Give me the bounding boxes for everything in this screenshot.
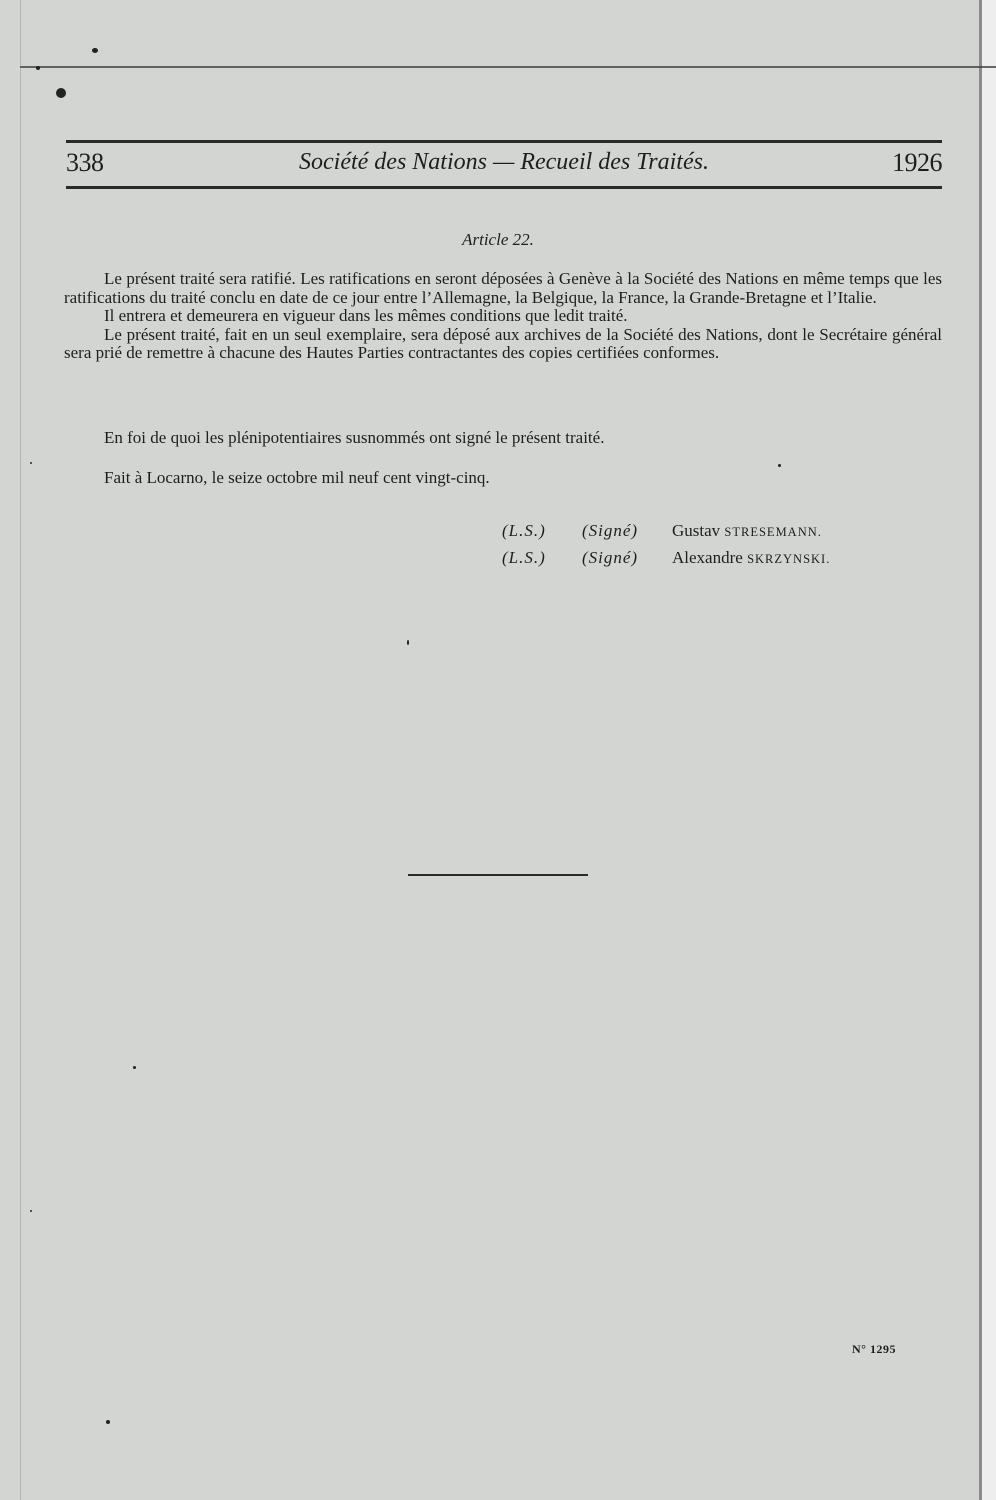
scan-margin-right <box>982 0 996 1500</box>
done-at-text: Fait à Locarno, le seize octobre mil neuf cent vingt-cinq. <box>104 468 490 487</box>
scan-speck <box>778 464 781 467</box>
seal-mark: (L.S.) <box>502 548 546 567</box>
scan-edge-left <box>20 0 21 1500</box>
signed-mark: (Signé) <box>582 548 639 567</box>
scan-speck <box>106 1420 110 1424</box>
in-witness-text: En foi de quoi les plénipotentiaires susnommés ont signé le présent traité. <box>104 428 605 447</box>
signature-line <box>502 548 830 568</box>
scan-edge-right <box>979 0 982 1500</box>
scan-speck <box>407 640 409 645</box>
journal-title: Société des Nations — Recueil des Traités. <box>299 149 709 175</box>
signatory-surname: SKRZYNSKI. <box>747 552 831 566</box>
article-paragraph: Le présent traité sera ratifié. Les ratifications en seront déposées à Genève à la Société des Nations en même temps que les ratifications du traité conclu en date de ce jour entre l’Allemagne, la Belgique, la France, la Grande-Bretagne et l’Italie. <box>64 269 942 307</box>
done-at-clause <box>64 469 942 488</box>
scan-speck <box>92 48 98 53</box>
article-paragraph: Le présent traité, fait en un seul exemplaire, sera déposé aux archives de la Société des Nations, dont le Secrétaire général sera prié de remettre à chacune des Hautes Parties contractantes des copies certifiées conformes. <box>64 324 942 362</box>
publication-year: 1926 <box>892 148 942 177</box>
signatory-surname: STRESEMANN. <box>724 525 822 539</box>
document-number: N° 1295 <box>852 1342 896 1356</box>
signatory-name <box>672 521 822 540</box>
article-body <box>64 270 942 363</box>
scan-speck <box>56 88 66 98</box>
scan-speck <box>36 66 40 70</box>
signatory-first-name: Gustav <box>672 521 721 540</box>
scan-top-rule <box>20 66 996 68</box>
signed-mark: (Signé) <box>582 521 639 540</box>
page-number: 338 <box>66 148 104 177</box>
scan-speck <box>30 462 32 464</box>
signatory-first-name: Alexandre <box>672 548 743 567</box>
header-rule-bottom <box>66 186 942 189</box>
article-heading: Article 22. <box>462 230 534 249</box>
signature-line <box>502 521 822 541</box>
header-rule-top <box>66 140 942 143</box>
article-paragraph: Il entrera et demeurera en vigueur dans les mêmes conditions que ledit traité. <box>104 306 628 325</box>
running-header <box>66 146 942 184</box>
end-of-text-rule <box>408 874 588 876</box>
in-witness-clause <box>64 429 942 448</box>
scan-speck <box>30 1210 32 1212</box>
seal-mark: (L.S.) <box>502 521 546 540</box>
scan-speck <box>133 1066 136 1069</box>
signatory-name <box>672 548 830 567</box>
